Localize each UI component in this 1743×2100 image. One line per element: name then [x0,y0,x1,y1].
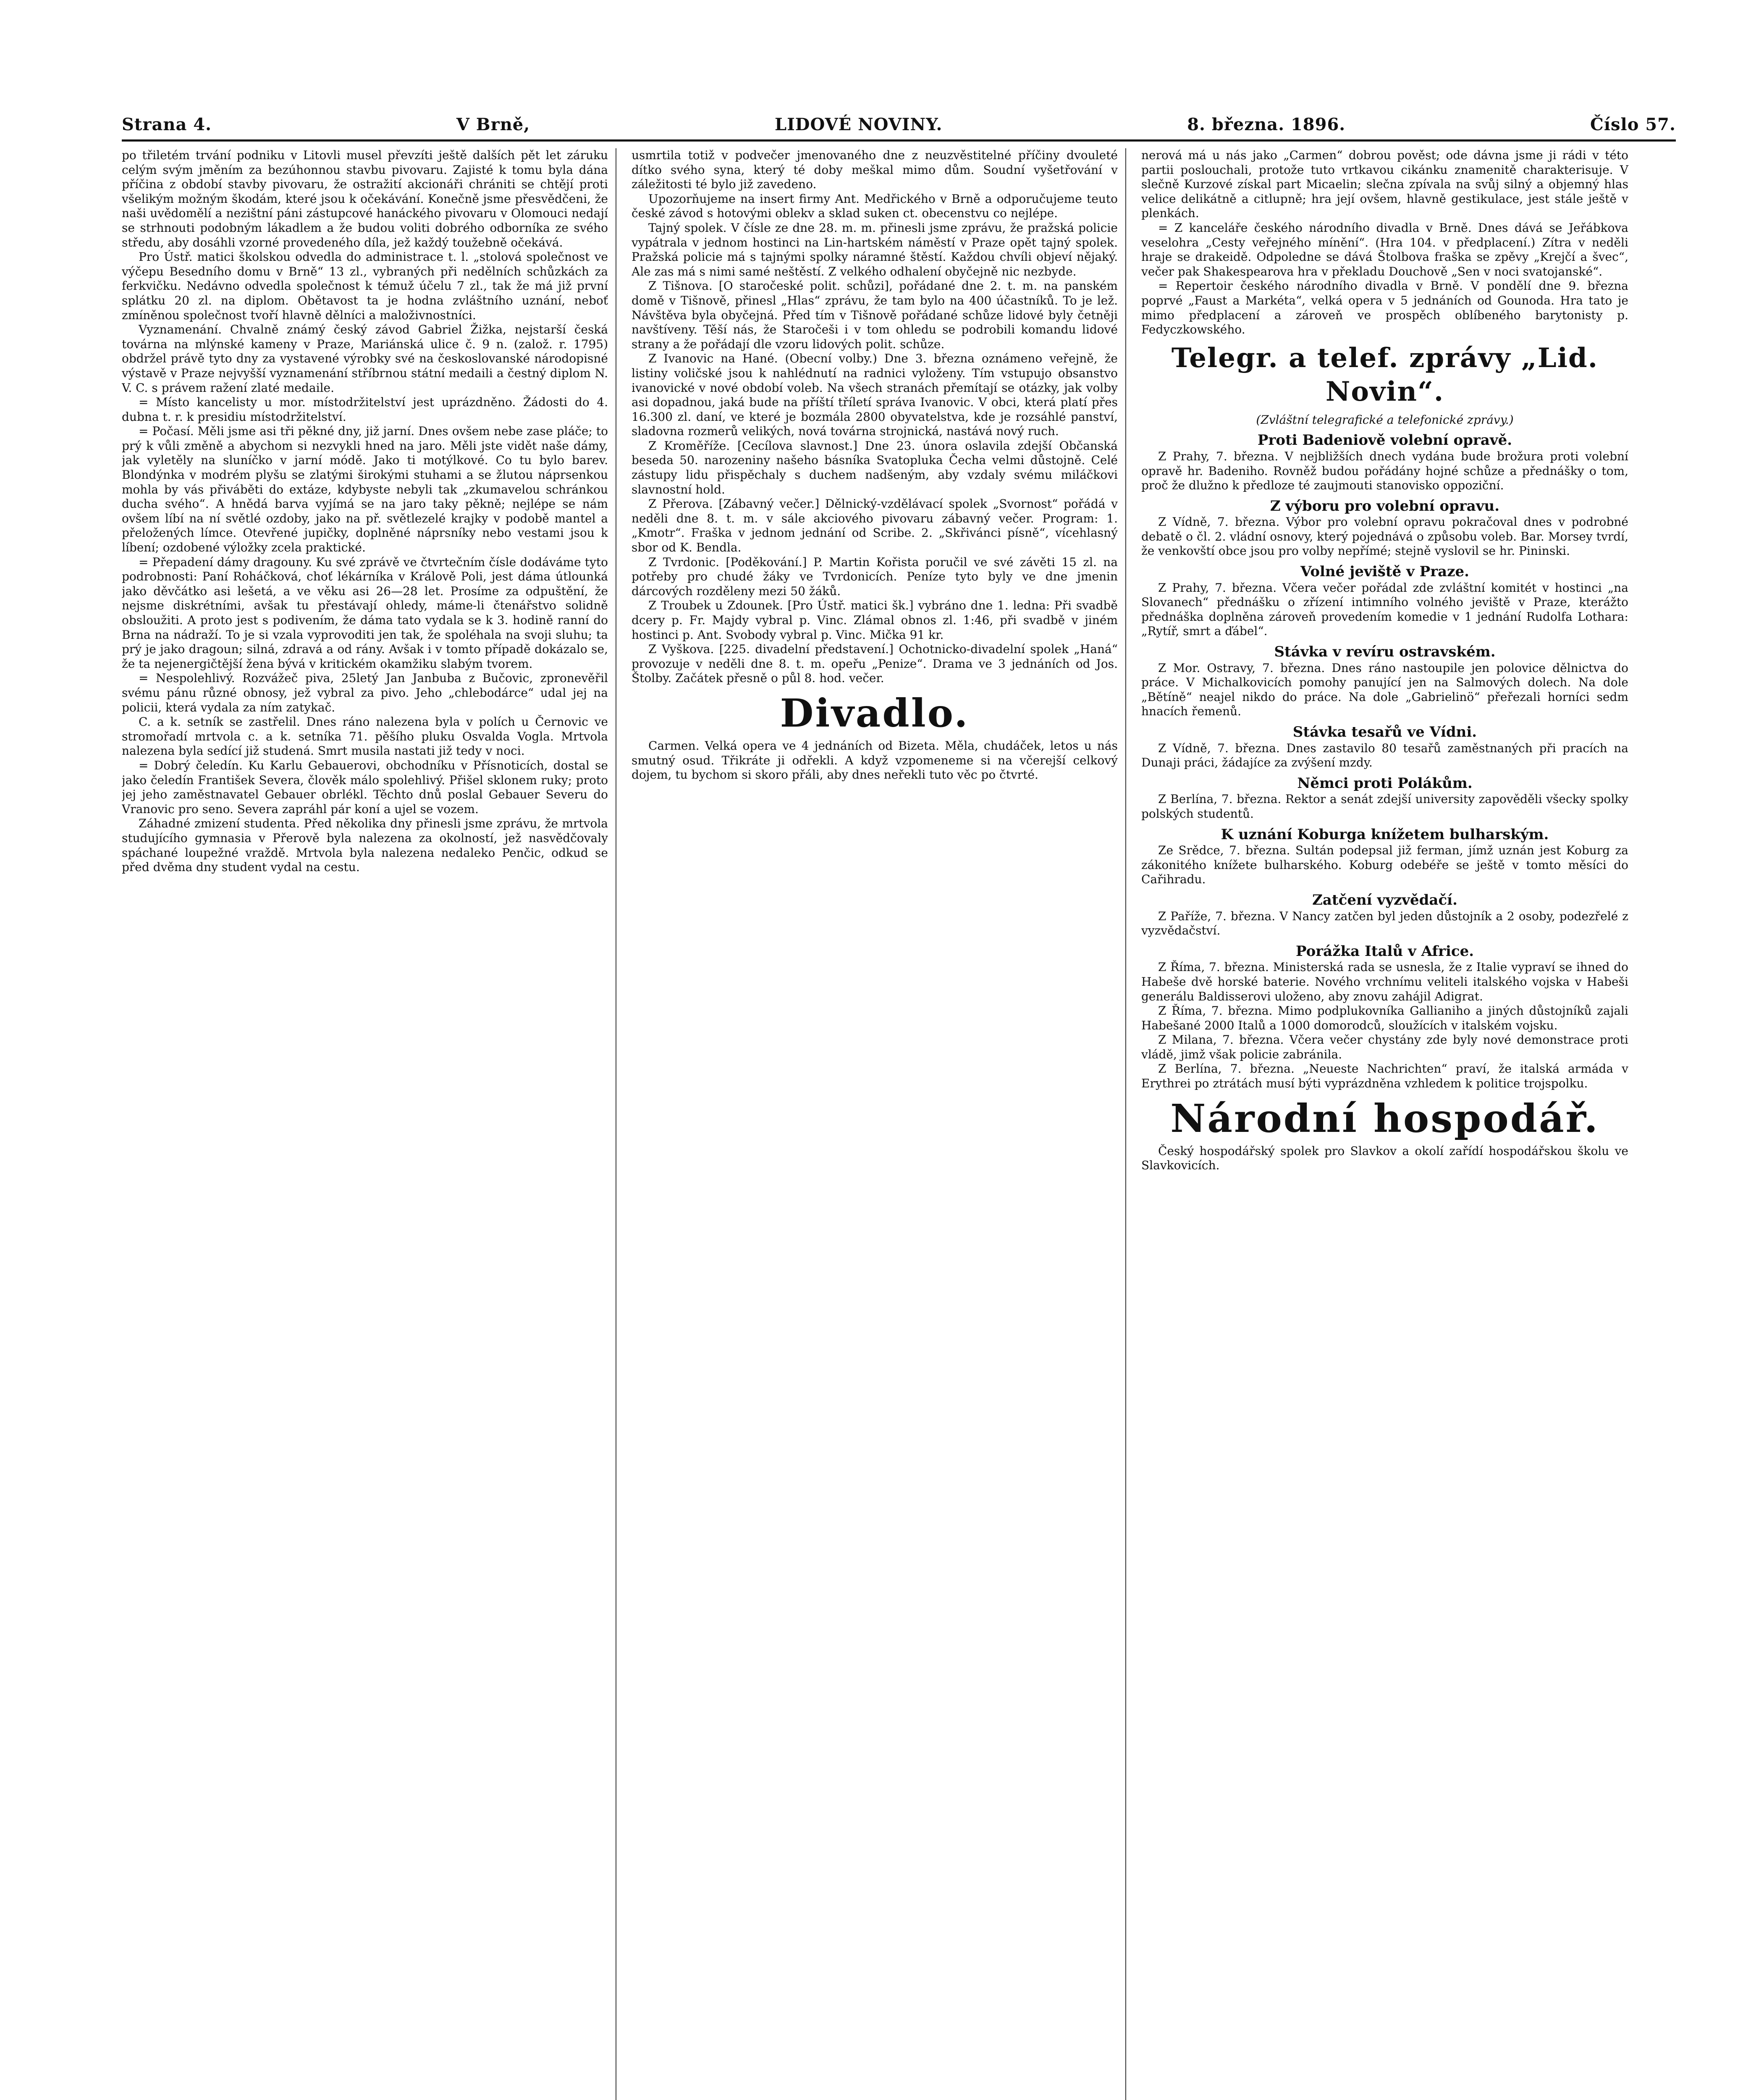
article-paragraph: usmrtila totiž v podvečer jmenovaného dne z neuzvěstitelné příčiny dvouleté dítko svého syna, který té doby meškal mimo dům. Soudní vyšetřování v záležitosti té bylo již zavedeno. [632,148,1118,192]
article-paragraph: Z Ivanovic na Hané. (Obecní volby.) Dne 3. března oznámeno veřejně, že listiny voličské jsou k nahlédnutí na radnici vyloženy. Tím vstupujo obsanstvo ivanovické v nové období voleb. Na všech stranách přemítají se otázky, jak volby asi dopadnou, jaká bude na příští tříletí správa Ivanovic. V obci, která platí přes 16.300 zl. daní, ve které je bozmála 2800 obyvatelstva, kde je rozsáhlé panství, sladovna rozmerů velikých, nová továrna strojnická, nastává nový ruch. [632,352,1118,438]
article-paragraph: nerová má u nás jako „Carmen“ dobrou pověst; ode dávna jsme ji rádi v této partii poslouchali, protože tuto vrtkavou cikánku znamenitě charakterisuje. V slečně Kurzové získal part Micaelin; slečna zpívala na svůj silný a objemný hlas velice delikátně a citlupně; hra její ovšem, hlavně gestikulace, jest stále ještě v plenkách. [1141,148,1628,220]
columns [122,148,1676,2100]
article-paragraph: Z Tvrdonic. [Poděkování.] P. Martin Kořista poručil ve své závěti 15 zl. na potřeby pro chudé žáky ve Tvrdonicích. Peníze tyto byly ve dne jmenin dárcových rozděleny mezi 50 žáků. [632,555,1118,598]
article-paragraph: Z Vídně, 7. března. Výbor pro volební opravu pokračoval dnes v podrobné debatě o čl. 2. vládní osnovy, který pojednává o způsobu voleb. Bar. Morsey tvrdí, že venkovští obce jsou pro volby nepřímé; stejně vyslovil se hr. Pininski. [1141,515,1628,558]
city: V Brně, [456,115,530,134]
article-paragraph: = Nespolehlivý. Rozvážeč piva, 25letý Jan Janbuba z Bučovic, zpronevěřil svému pánu různé obnosy, jež vybral za pivo. Jeho „chlebodárce“ udal jej na policii, která vydala za ním zatykač. [122,671,608,714]
article-paragraph: Z Vyškova. [225. divadelní představení.] Ochotnicko-divadelní spolek „Haná“ provozuje v neděli dne 8. t. m. opeřu „Penize“. Drama ve 3 jednáních od Jos. Štolby. Začátek přesně o půl 8. hod. večer. [632,642,1118,685]
news-headline: Proti Badeniově volební opravě. [1257,432,1512,449]
article-paragraph: Z Prahy, 7. března. V nejbližších dnech vydána bude brožura proti volební opravě hr. Badeniho. Rovněž budou pořádány hojné schůze a přednášky o tom, proč že dlužno k předloze té zaujmouti stanovisko oppoziční. [1141,449,1628,493]
article-paragraph: Z Prahy, 7. března. Včera večer pořádal zde zvláštní komitét v hostinci „na Slovanech“ přednášku o zřízení intimního volného jeviště v Praze, kterážto přednáška doplněna zároveň provedením komedie v 1 jednání Rudolfa Lothara: „Rytíř, smrt a ďábel“. [1141,580,1628,638]
article-paragraph: = Z kanceláře českého národního divadla v Brně. Dnes dává se Jeřábkova veselohra „Cesty veřejného mínění“. (Hra 104. v předplacení.) Zítra v neděli hraje se drakeidě. Odpoledne se dává Štolbova fraška se zpěvy „Krejčí a švec“, večer pak Shakespearova hra v překladu Douchově „Sen v noci svatojanské“. [1141,220,1628,278]
news-headline: Porážka Italů v Africe. [1295,942,1474,960]
article-paragraph: Záhadné zmizení studenta. Před několika dny přinesli jsme zprávu, že mrtvola studujícího gymnasia v Přerově byla nalezena za okolností, jež nasvědčovaly spáchané loupežné vraždě. Mrtvola byla nalezena nedaleko Penčic, odkud se před dvěma dny student vydal na cestu. [122,816,608,874]
article-paragraph: Pro Ústř. matici školskou odvedla do administrace t. l. „stolová společnost ve výčepu Besedního domu v Brně“ 13 zl., vybraných při nedělních schůzkách za ferkvičku. Nedávno odvedla společnost k témuž účelu 7 zl., tak že má již první splátku 20 zl. na diplom. Obětavost ta je hodna zvláštního uznání, neboť zmíněnou společnost tvoří hlavně dělníci a maloživnostníci. [122,250,608,322]
article-paragraph: Z Troubek u Zdounek. [Pro Ústř. matici šk.] vybráno dne 1. ledna: Při svadbě dcery p. Fr. Majdy vybral p. Vinc. Zlámal obnos zl. 1:46, při svadbě v jiném hostinci p. Ant. Svobody vybral p. Vinc. Mička 91 kr. [632,598,1118,642]
column-2 [632,148,1126,2100]
article-paragraph: = Přepadení dámy dragouny. Ku své zprávě ve čtvrtečním čísle dodáváme tyto podrobnosti: Paní Roháčková, choť lékárníka v Králově Poli, jest dáma útlounká jako děvčátko asi lešetá, a ve věku asi 26—28 let. Prosíme za odpuštění, že nejsme diskrétními, avšak tu přestávají ohledy, máme-li čtenářstvo solidně obsloužiti. A proto jest s podivením, že dáma tato vydala se k 3. hodině ranní do Brna na nádraží. To je si vzala vyprovoditi jen tak, že spoléhala na svoji sluhu; ta prý je jako dragoun; silná, zdravá a od rány. Avšak i v tomto případě dokázalo se, že ta nejenergičtější žena bývá v kritickém okamžiku slabým tvorem. [122,555,608,671]
page-number: Strana 4. [122,115,212,134]
news-headline: Z výboru pro volební opravu. [1270,497,1500,514]
column-1 [122,148,616,2100]
news-headline: Stávka v revíru ostravském. [1274,643,1496,661]
article-paragraph: Český hospodářský spolek pro Slavkov a okolí zařídí hospodářskou školu ve Slavkovicích. [1141,1144,1628,1173]
section-heading-divadlo: Divadlo. [780,690,970,736]
news-headline: Volné jeviště v Praze. [1300,563,1469,580]
article-paragraph: C. a k. setník se zastřelil. Dnes ráno nalezena byla v polích u Černovic ve stromořadí mrtvola c. a k. setníka 71. pěšího pluku Osvalda Vogla. Mrtvola nalezena byla sedící již studená. Smrt musila nastati již tedy v noci. [122,715,608,758]
news-headline: K uznání Koburga knížetem bulharským. [1221,826,1549,843]
article-paragraph: Z Berlína, 7. března. Rektor a senát zdejší university zapověděli všecky spolky polských studentů. [1141,792,1628,821]
masthead-rule [122,139,1676,142]
article-paragraph: Carmen. Velká opera ve 4 jednáních od Bizeta. Měla, chudáček, letos u nás smutný osud. Třikráte ji odřekli. A když vzpomeneme si na včerejší celkový dojem, tu bychom si skoro přáli, aby dnes neřekli tuto věc po čtvrté. [632,738,1118,782]
section-heading-telegrams: Telegr. a telef. zprávy „Lid. Novin“. [1171,342,1599,407]
article-paragraph: Z Berlína, 7. března. „Neueste Nachrichten“ praví, že italská armáda v Erythrei po ztrátách musí býti vyprázdněna vzhledem k politice trojspolku. [1141,1062,1628,1091]
masthead [122,97,1676,134]
article-paragraph: = Dobrý čeledín. Ku Karlu Gebauerovi, obchodníku v Přísnoticích, dostal se jako čeledín František Severa, člověk málo spolehlivý. Přišel sklonem ruky; proto jej jeho zaměstnavatel Gebauer obrlékl. Těchto dnů poslal Gebauer Severu do Vranovic pro seno. Severa zapráhl pár koní a ujel se vozem. [122,758,608,816]
article-paragraph: Z Paříže, 7. března. V Nancy zatčen byl jeden důstojník a 2 osoby, podezřelé z vyzvědačství. [1141,909,1628,938]
article-paragraph: = Počasí. Měli jsme asi tři pěkné dny, již jarní. Dnes ovšem nebe zase pláče; to prý k vůli změně a abychom si nezvykli hned na jaro. Měli jste vidět naše dámy, jak vyletěly na sluníčko v jarní módě. Jako ti motýlkové. Co tu bylo barev. Blondýnka v modrém plyšu se zlatými širokými stuhami a se žlutou náprsenkou mohla by vás přiváběti do extáze, kdybyste nebyli tak „zkumavelou schránkou ducha svého“. A hnědá barva vyjímá se na jaro taky pěkně; nejlépe se nám ovšem líbí na ní světlé ozdoby, jako na př. světlezelé krajky v podobě mantel a přeložených límce. Otevřené jupičky, doplněné náprsníky nebo vestami jsou k líbení; ozdobené výložky zcela praktické. [122,424,608,555]
article-paragraph: Z Říma, 7. března. Mimo podplukovníka Gallianiho a jiných důstojníků zajali Habešané 2000 Italů a 1000 domorodců, sloužících v italském vojsku. [1141,1004,1628,1032]
article-paragraph: Upozorňujeme na insert firmy Ant. Medřického v Brně a odporučujeme teuto české závod s hotovými oblekv a sklad suken ct. obecenstvu co nejlépe. [632,192,1118,220]
article-paragraph: Z Milana, 7. března. Včera večer chystány zde byly nové demonstrace proti vládě, jimž však policie zabránila. [1141,1033,1628,1061]
article-paragraph: Z Říma, 7. března. Ministerská rada se usnesla, že z Italie vypraví se ihned do Habeše dvě horské baterie. Nového vrchnímu veliteli italského vojska v Habeši generálu Baldisserovi uloženo, aby znovu zahájil Adigrat. [1141,960,1628,1003]
news-headline: Stávka tesařů ve Vídni. [1292,724,1477,740]
article-paragraph: Z Vídně, 7. března. Dnes zastavilo 80 tesařů zaměstnaných při pracích na Dunaji práci, žádajíce za zvýšení mzdy. [1141,741,1628,770]
article-paragraph: = Místo kancelisty u mor. místodržitelství jest uprázdněno. Žádosti do 4. dubna t. r. k presidiu místodržitelství. [122,395,608,424]
article-paragraph: Z Tišnova. [O staročeské polit. schůzi], pořádané dne 2. t. m. na panském domě v Tišnově, přinesl „Hlas“ zprávu, že tam bylo na 400 účastníků. To je lež. Návštěva byla obyčejná. Před tím v Tišnově pořádané schůze lidové byly četněji navštíveny. Těší nás, že Staročeši i v tom ohledu se podrobili komandu lidové strany a že pořádají dle vzoru lidových polit. schůze. [632,279,1118,351]
article-paragraph: Z Kroměříže. [Cecílova slavnost.] Dne 23. února oslavila zdejší Občanská beseda 50. narozeniny našeho básníka Svatopluka Čecha velmi důstojně. Celé zástupy lidu přispěchaly s duchem nadšeným, aby vzdaly svému miláčkovi slavnostní hold. [632,438,1118,496]
article-paragraph: = Repertoir českého národního divadla v Brně. V pondělí dne 9. března poprvé „Faust a Markéta“, velká opera v 5 jednáních od Gounoda. Hra tato je mimo předplacení a zároveň ve prospěch oblíbeného barytonisty p. Fedyczkowského. [1141,279,1628,337]
article-paragraph: po třiletém trvání podniku v Litovli musel převzíti ještě dalších pět let záruku celým svým jměním za bezúhonnou stavbu pivovaru. Zajisté k tomu byla dána příčina z období stavby pivovaru, že ostražití akcionáři chrániti se chtějí proti všelikým možným škodám, které jsou k očekávání. Konečně jsme přesvědčeni, že naši uvědomělí a nezištní páni zástupcové hanáckého pivovaru v Olomouci nedají se strhnouti podobným lákadlem a že budou voliti dobrého odborníka ze svého středu, aby dosáhli vzorné provedeného díla, jež každý toužebně očekává. [122,148,608,249]
article-paragraph: Z Přerova. [Zábavný večer.] Dělnický-vzdělávací spolek „Svornost“ pořádá v neděli dne 8. t. m. v sále akciového pivovaru zábavný večer. Program: 1. „Kmotr“. Fraška v jednom jednání od Scribe. 2. „Skřivánci písně“, vícehlasný sbor od K. Bendla. [632,497,1118,555]
article-paragraph: Vyznamenání. Chvalně známý český závod Gabriel Žižka, nejstarší česká továrna na mlýnské kameny v Praze, Mariánská ulice č. 9 n. (založ. r. 1795) obdržel právě tyto dny za vystavené výrobky své na českoslovanské národopisné výstavě v Praze nejvyšší vyznamenání stříbrnou státní medaili a čestný diplom N. V. C. s právem ražení zlaté medaile. [122,323,608,395]
news-headline: Němci proti Polákům. [1297,774,1473,792]
article-paragraph: Z Mor. Ostravy, 7. března. Dnes ráno nastoupile jen polovice dělnictva do práce. V Michalkovicích pomohy panující jen na Salmových dolech. Na dole „Bětíně“ neajel nikdo do práce. Na dole „Gabrielinö“ přeřezali horníci sedm hnacích řemenů. [1141,661,1628,719]
column-3 [1141,148,1636,2100]
issue-number: Číslo 57. [1590,115,1676,134]
news-headline: Zatčení vyzvědačí. [1312,891,1457,908]
article-paragraph: Tajný spolek. V čísle ze dne 28. m. m. přinesli jsme zprávu, že pražská policie vypátrala v jednom hostinci na Lin-hartském náměstí v Praze opět tajný spolek. Pražská policie má s tajnými spolky náramné štěstí. Každou chvíli objeví nějaký. Ale zas má s nimi samé neštěstí. Z velkého odhalení obyčejně nic nezbyde. [632,220,1118,278]
article-paragraph: Ze Srědce, 7. března. Sultán podepsal již ferman, jímž uznán jest Koburg za zákonitého knížete bulharského. Koburg odebéře se ještě v tomto měsíci do Cařihradu. [1141,843,1628,887]
issue-date: 8. března. 1896. [1187,115,1346,134]
section-heading-economy: Národní hospodář. [1170,1095,1599,1141]
section-subheading-telegrams: (Zvláštní telegrafické a telefonické zprávy.) [1256,412,1514,427]
newspaper-title: LIDOVÉ NOVINY. [774,115,943,134]
